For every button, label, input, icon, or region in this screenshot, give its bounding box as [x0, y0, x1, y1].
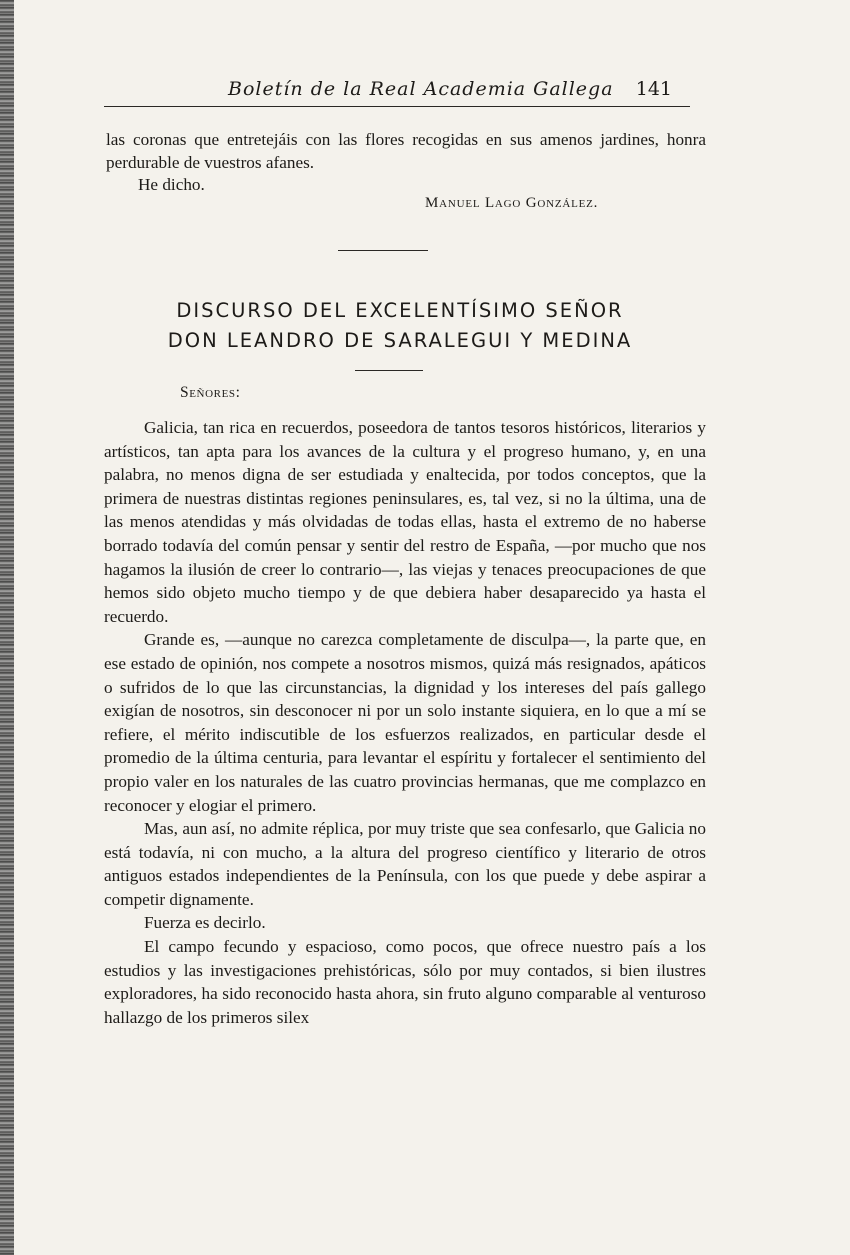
discourse-heading	[100, 296, 700, 356]
paragraph: El campo fecundo y espacioso, como pocos, que ofrece nuestro país a los estudios y las investigaciones prehistóricas, sólo por muy contados, si bien ilustres exploradores, ha sido reconocido hasta ahora, sin fruto alguno comparable al venturoso hallazgo de los primeros silex	[104, 937, 706, 1027]
paragraph: Grande es, —aunque no carezca completamente de disculpa—, la parte que, en ese estado de opinión, nos compete a nosotros mismos, quizá más resignados, apáticos o sufridos de lo que las circunstancias, la dignidad y los intereses del país gallego exigían de nosotros, sin desconocer ni por un solo instante siquiera, en lo que a mí se refiere, el mérito indiscutible de los esfuerzos realizados, en particular desde el promedio de la última centuria, para levantar el espíritu y fortalecer el sentimiento del propio valer en los naturales de las cuatro provincias hermanas, que me complazco en reconocer y elogiar el primero.	[104, 630, 706, 815]
paragraph: Galicia, tan rica en recuerdos, poseedora de tantos tesoros históricos, literarios y artísticos, tan apta para los avances de la cultura y el progreso humano, y, en una palabra, no menos digna de ser estudiada y enaltecida, por todos conceptos, que la primera de nuestras distintas regiones peninsulares, es, tal vez, si no la última, una de las menos atendidas y más olvidadas de todas ellas, hasta el extremo de no haberse borrado todavía del común pensar y sentir del restro de España, —por mucho que nos hagamos la ilusión de creer lo contrario—, las viejas y tenaces preocupaciones de que hemos sido objeto mucho tiempo y de que debiera haber desaparecido ya hasta el recuerdo.	[104, 418, 706, 626]
section-separator	[338, 250, 428, 251]
running-header	[104, 76, 690, 108]
salutation: Señores:	[180, 384, 241, 401]
header-rule	[104, 106, 690, 107]
body-text	[104, 416, 706, 1029]
page-number: 141	[635, 78, 672, 100]
intro-paragraph: las coronas que entretejáis con las flores recogidas en sus amenos jardines, honra perdurable de vuestros afanes.	[106, 130, 706, 173]
signoff: He dicho.	[138, 175, 205, 194]
heading-separator	[355, 370, 423, 371]
author-signature: Manuel Lago González.	[425, 195, 599, 211]
journal-title: Boletín de la Real Academia Gallega	[228, 78, 614, 100]
heading-line-1: DISCURSO DEL EXCELENTÍSIMO SEÑOR	[176, 299, 624, 322]
paragraph: Mas, aun así, no admite réplica, por muy triste que sea confesarlo, que Galicia no está todavía, ni con mucho, a la altura del progreso científico y literario de otros antiguos estados independientes de la Península, con los que puede y debe aspirar a competir dignamente.	[104, 819, 706, 909]
paragraph: Fuerza es decirlo.	[144, 913, 266, 933]
heading-line-2: DON LEANDRO DE SARALEGUI Y MEDINA	[167, 329, 633, 352]
